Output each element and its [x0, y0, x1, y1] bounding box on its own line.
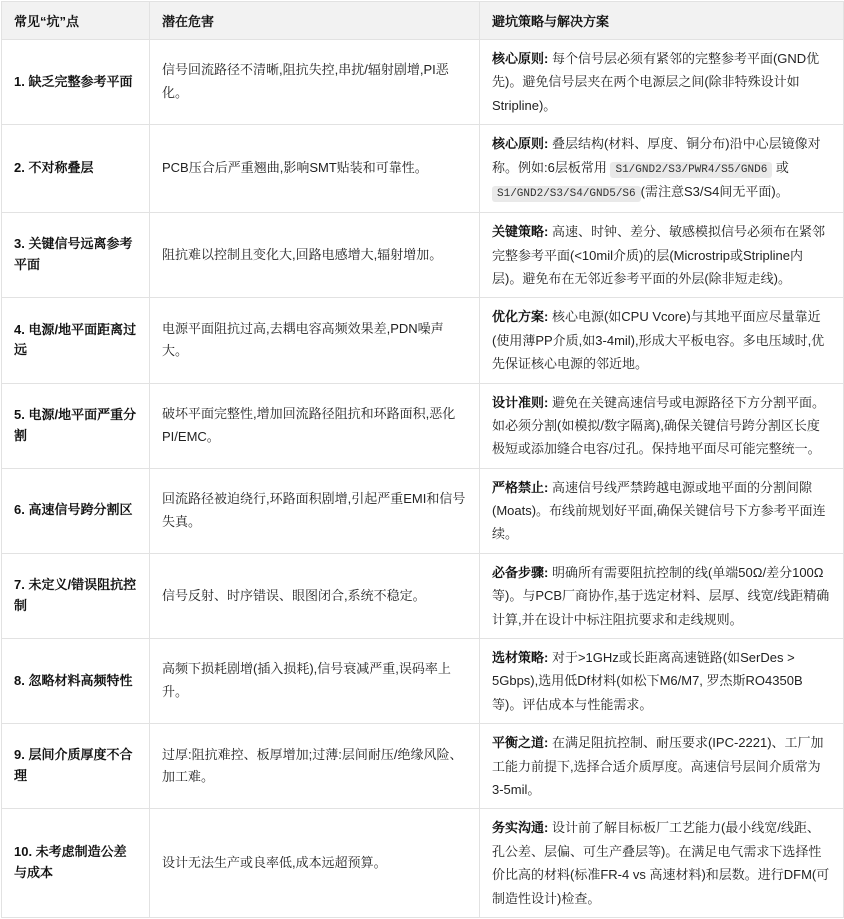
- header-strategy: 避坑策略与解决方案: [480, 2, 844, 40]
- strategy-text: 核心电源(如CPU Vcore)与其地平面应尽量靠近(使用薄PP介质,如3-4mil),形成大平板电容。多电压域时,优先保证核心电源的邻近地。: [492, 309, 825, 372]
- strategy-label: 必备步骤:: [492, 564, 549, 580]
- table-row: [2, 809, 844, 918]
- stackup-code: S1/GND2/S3/PWR4/S5/GND6: [610, 162, 772, 178]
- strategy-text: 高速信号线严禁跨越电源或地平面的分割间隙(Moats)。布线前规划好平面,确保关键信号下方参考平面连续。: [492, 479, 826, 542]
- table-row: [2, 468, 844, 553]
- pitfall-cell: 8. 忽略材料高频特性: [2, 639, 150, 724]
- strategy-text: (需注意S3/S4间无平面)。: [640, 184, 789, 200]
- strategy-text: 避免在关键高速信号或电源路径下方分割平面。如必须分割(如模拟/数字隔离),确保关键信号跨分割区长度极短或添加缝合电容/过孔。保持地平面尽可能完整统一。: [492, 394, 825, 457]
- strategy-cell: [480, 213, 844, 298]
- table-row: [2, 40, 844, 125]
- harm-cell: 阻抗难以控制且变化大,回路电感增大,辐射增加。: [150, 213, 480, 298]
- strategy-label: 设计准则:: [492, 394, 549, 410]
- table-row: [2, 213, 844, 298]
- strategy-cell: [480, 298, 844, 383]
- strategy-cell: [480, 639, 844, 724]
- strategy-cell: [480, 468, 844, 553]
- strategy-label: 务实沟通:: [492, 820, 549, 836]
- harm-cell: 过厚:阻抗难控、板厚增加;过薄:层间耐压/绝缘风险、加工难。: [150, 724, 480, 809]
- strategy-cell: [480, 809, 844, 918]
- table-row: [2, 639, 844, 724]
- strategy-label: 优化方案:: [492, 309, 549, 325]
- table-row: [2, 553, 844, 638]
- harm-cell: 信号反射、时序错误、眼图闭合,系统不稳定。: [150, 553, 480, 638]
- pitfall-cell: 9. 层间介质厚度不合理: [2, 724, 150, 809]
- strategy-text: 每个信号层必须有紧邻的完整参考平面(GND优先)。避免信号层夹在两个电源层之间(除非特殊设计如 Stripline)。: [492, 51, 820, 113]
- strategy-cell: [480, 383, 844, 468]
- strategy-label: 平衡之道:: [492, 735, 549, 751]
- strategy-label: 核心原则:: [492, 136, 549, 152]
- pitfall-cell: 5. 电源/地平面严重分割: [2, 383, 150, 468]
- harm-cell: 信号回流路径不清晰,阻抗失控,串扰/辐射剧增,PI恶化。: [150, 40, 480, 125]
- strategy-label: 核心原则:: [492, 51, 549, 66]
- pitfall-cell: 1. 缺乏完整参考平面: [2, 40, 150, 125]
- table-row: [2, 383, 844, 468]
- strategy-cell: [480, 553, 844, 638]
- strategy-text: 设计前了解目标板厂工艺能力(最小线宽/线距、孔公差、层偏、可生产叠层等)。在满足电气需求下选择性价比高的材料(标准FR-4 vs 高速材料)和层数。进行DFM(可制造性设计)检查。: [492, 820, 830, 906]
- table-row: [2, 125, 844, 213]
- harm-cell: 回流路径被迫绕行,环路面积剧增,引起严重EMI和信号失真。: [150, 468, 480, 553]
- pitfall-cell: 6. 高速信号跨分割区: [2, 468, 150, 553]
- pitfall-cell: 10. 未考虑制造公差与成本: [2, 809, 150, 918]
- strategy-text: 对于>1GHz或长距离高速链路(如SerDes > 5Gbps),选用低Df材料(如松下M6/M7, 罗杰斯RO4350B等)。评估成本与性能需求。: [492, 650, 803, 712]
- strategy-text: 或: [772, 159, 789, 175]
- harm-cell: 破坏平面完整性,增加回流路径阻抗和环路面积,恶化PI/EMC。: [150, 383, 480, 468]
- harm-cell: 电源平面阻抗过高,去耦电容高频效果差,PDN噪声大。: [150, 298, 480, 383]
- strategy-label: 选材策略:: [492, 650, 549, 666]
- strategy-label: 关键策略:: [492, 224, 549, 240]
- harm-cell: PCB压合后严重翘曲,影响SMT贴装和可靠性。: [150, 125, 480, 213]
- header-harm: 潜在危害: [150, 2, 480, 40]
- pitfall-cell: 7. 未定义/错误阻抗控制: [2, 553, 150, 638]
- table-row: [2, 724, 844, 809]
- pitfall-cell: 4. 电源/地平面距离过远: [2, 298, 150, 383]
- header-pitfall: 常见“坑”点: [2, 2, 150, 40]
- harm-cell: 设计无法生产或良率低,成本远超预算。: [150, 809, 480, 918]
- pitfall-table: [1, 1, 844, 918]
- strategy-label: 严格禁止:: [492, 479, 549, 495]
- pitfall-cell: 2. 不对称叠层: [2, 125, 150, 213]
- harm-cell: 高频下损耗剧增(插入损耗),信号衰减严重,误码率上升。: [150, 639, 480, 724]
- table-body: [2, 40, 844, 918]
- strategy-cell: [480, 125, 844, 213]
- strategy-text: 在满足阻抗控制、耐压要求(IPC-2221)、工厂加工能力前提下,选择合适介质厚度。高速信号层间介质常为3-5mil。: [492, 735, 824, 797]
- stackup-code: S1/GND2/S3/S4/GND5/S6: [492, 186, 641, 202]
- strategy-text: 明确所有需要阻抗控制的线(单端50Ω/差分100Ω等)。与PCB厂商协作,基于选定材料、层厚、线宽/线距精确计算,并在设计中标注阻抗要求和走线规则。: [492, 564, 830, 627]
- header-row: [2, 2, 844, 40]
- strategy-cell: [480, 724, 844, 809]
- strategy-cell: [480, 40, 844, 125]
- table-row: [2, 298, 844, 383]
- strategy-text: 高速、时钟、差分、敏感模拟信号必须布在紧邻完整参考平面(<10mil介质)的层(Microstrip或Stripline内层)。避免布在无邻近参考平面的外层(除非短走线)。: [492, 224, 825, 286]
- pitfall-cell: 3. 关键信号远离参考平面: [2, 213, 150, 298]
- strategy-text: 叠层结构(材料、厚度、铜分布)沿中心层镜像对称。例如:6层板常用: [492, 136, 821, 175]
